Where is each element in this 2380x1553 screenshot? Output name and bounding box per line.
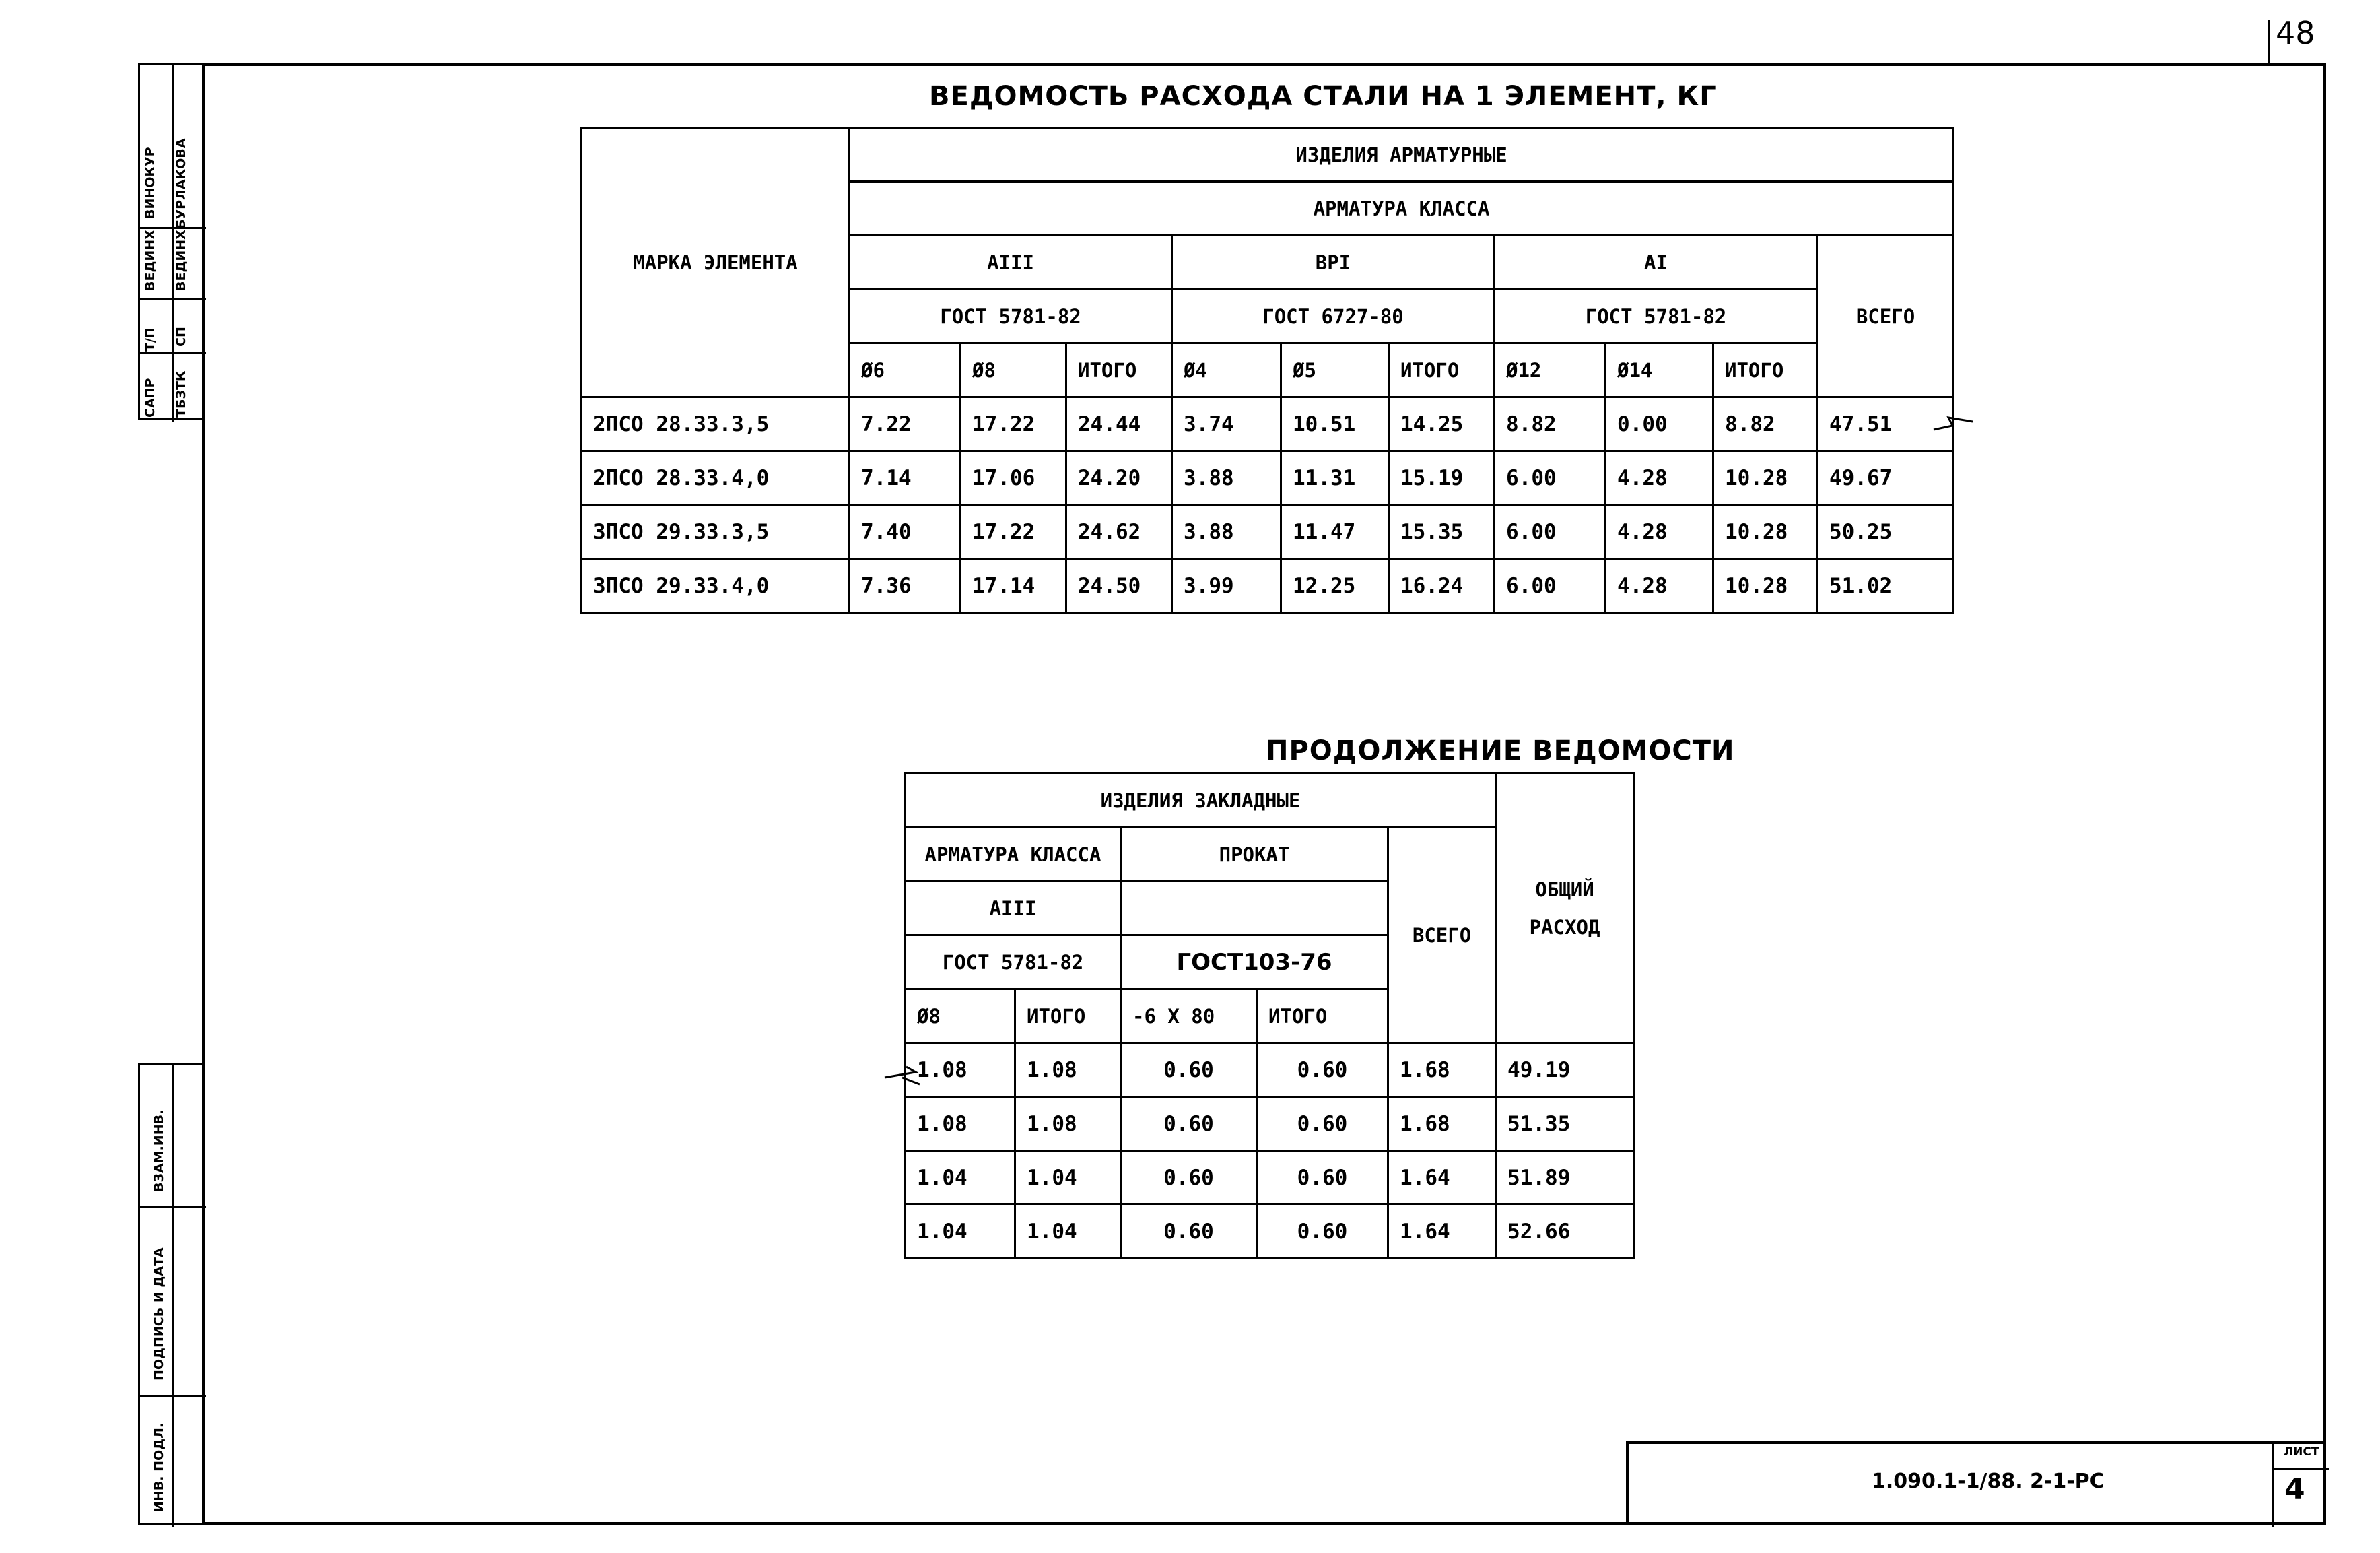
cell-d6: 7.22 — [850, 397, 961, 451]
cell-d14: 4.28 — [1606, 559, 1713, 613]
cell-d8: 1.08 — [906, 1097, 1015, 1151]
table-row — [582, 397, 1954, 451]
cell-d4: 3.88 — [1172, 451, 1281, 505]
corner-separator — [2268, 20, 2270, 63]
strip-label-sp: СП — [174, 327, 189, 347]
sub-header-total-a1: ИТОГО — [1713, 343, 1818, 397]
cell-mark: 2ПСО 28.33.3,5 — [582, 397, 850, 451]
sheet-number: 4 — [2284, 1472, 2305, 1507]
cell-total-a3: 24.20 — [1066, 451, 1172, 505]
cell-total-vr1: 15.19 — [1389, 451, 1495, 505]
cell-total-vr1: 15.35 — [1389, 505, 1495, 559]
table-row — [582, 451, 1954, 505]
gost-vr1-header: ГОСТ 6727-80 — [1172, 290, 1495, 343]
table-row — [582, 559, 1954, 613]
sheet-label: ЛИСТ — [2284, 1445, 2319, 1459]
strip-label-vedinh-1: ВЕДИНХ — [143, 230, 158, 291]
rebar-class-header-2: АРМАТУРА КЛАССА — [906, 828, 1121, 882]
cell-d8: 17.06 — [961, 451, 1066, 505]
cell-plate: 0.60 — [1121, 1097, 1257, 1151]
continuation-table — [904, 772, 1635, 1259]
cell-d12: 6.00 — [1495, 505, 1606, 559]
cell-plate: 0.60 — [1121, 1043, 1257, 1097]
cell-d5: 11.31 — [1281, 451, 1389, 505]
cell-plate: 0.60 — [1121, 1151, 1257, 1205]
left-stamp-bottom — [138, 1063, 204, 1525]
rolled-header: ПРОКАТ — [1121, 828, 1388, 882]
cell-d14: 4.28 — [1606, 451, 1713, 505]
sub-header-plate: -6 Х 80 — [1121, 989, 1257, 1043]
cell-total-rolled: 0.60 — [1257, 1043, 1388, 1097]
cell-d4: 3.99 — [1172, 559, 1281, 613]
sub-header-total-vr1: ИТОГО — [1389, 343, 1495, 397]
cell-total-a1: 10.28 — [1713, 451, 1818, 505]
embedded-products-header: ИЗДЕЛИЯ ЗАКЛАДНЫЕ — [906, 774, 1496, 828]
class-vr1-header: ВРI — [1172, 236, 1495, 290]
table-row — [906, 1205, 1634, 1259]
sub-header-d4: Ø4 — [1172, 343, 1281, 397]
main-table-title: ВЕДОМОСТЬ РАСХОДА СТАЛИ НА 1 ЭЛЕМЕНТ, КГ — [929, 81, 1718, 112]
sub-header-d12: Ø12 — [1495, 343, 1606, 397]
sub-header-d8: Ø8 — [961, 343, 1066, 397]
cell-overall: 52.66 — [1496, 1205, 1634, 1259]
overall-label-1: ОБЩИЙ — [1535, 878, 1594, 901]
sub-header-d5: Ø5 — [1281, 343, 1389, 397]
cell-total-a3: 24.50 — [1066, 559, 1172, 613]
cell-embedded-total: 1.68 — [1388, 1043, 1496, 1097]
cell-total-rolled: 0.60 — [1257, 1151, 1388, 1205]
sub-header-total-a3: ИТОГО — [1066, 343, 1172, 397]
cell-total-a1: 10.28 — [1713, 505, 1818, 559]
cell-d12: 6.00 — [1495, 451, 1606, 505]
pencil-tick-mark — [1932, 411, 1986, 438]
cell-d4: 3.88 — [1172, 505, 1281, 559]
cell-total-rebar: 1.04 — [1015, 1205, 1121, 1259]
sub-header-d8-2: Ø8 — [906, 989, 1015, 1043]
cell-total-rolled: 0.60 — [1257, 1205, 1388, 1259]
document-code: 1.090.1-1/88. 2-1-РС — [1872, 1469, 2105, 1493]
cell-total-rebar: 1.08 — [1015, 1097, 1121, 1151]
cell-d8: 17.14 — [961, 559, 1066, 613]
corner-page-number: 48 — [2276, 15, 2315, 51]
cell-total: 47.51 — [1818, 397, 1954, 451]
cell-total-a1: 8.82 — [1713, 397, 1818, 451]
cell-total: 50.25 — [1818, 505, 1954, 559]
gost-rebar-header: ГОСТ 5781-82 — [906, 935, 1121, 989]
sub-header-total-rolled: ИТОГО — [1257, 989, 1388, 1043]
strip-label-burlakova: БУРЛАКОВА — [174, 138, 189, 229]
cell-d8: 1.04 — [906, 1205, 1015, 1259]
strip-label-tbztk: ТБЗТК — [174, 370, 189, 418]
cell-overall: 51.35 — [1496, 1097, 1634, 1151]
cell-total: 51.02 — [1818, 559, 1954, 613]
cell-d5: 10.51 — [1281, 397, 1389, 451]
cont-table-title: ПРОДОЛЖЕНИЕ ВЕДОМОСТИ — [1266, 735, 1735, 766]
cell-d14: 0.00 — [1606, 397, 1713, 451]
cell-total-rebar: 1.08 — [1015, 1043, 1121, 1097]
strip-label-inv-podl: ИНВ. ПОДЛ. — [151, 1422, 166, 1512]
cell-d12: 6.00 — [1495, 559, 1606, 613]
cell-mark: 3ПСО 29.33.4,0 — [582, 559, 850, 613]
table-row — [582, 505, 1954, 559]
rebar-class-header: АРМАТУРА КЛАССА — [850, 182, 1954, 236]
gost-rolled-header: ГОСТ103-76 — [1121, 935, 1388, 989]
cell-total-vr1: 14.25 — [1389, 397, 1495, 451]
overall-label-2: РАСХОД — [1529, 915, 1600, 939]
cell-d6: 7.40 — [850, 505, 961, 559]
strip-label-tp: Т/П — [143, 327, 158, 352]
gost-a3-header: ГОСТ 5781-82 — [850, 290, 1172, 343]
class-a3-header: АIII — [850, 236, 1172, 290]
cell-mark: 3ПСО 29.33.3,5 — [582, 505, 850, 559]
mark-header: МАРКА ЭЛЕМЕНТА — [582, 128, 850, 397]
cell-total-vr1: 16.24 — [1389, 559, 1495, 613]
cell-total-a3: 24.44 — [1066, 397, 1172, 451]
strip-label-sapr: САПР — [143, 378, 158, 418]
table-row — [906, 1097, 1634, 1151]
cell-d8: 1.04 — [906, 1151, 1015, 1205]
pencil-tick-mark-2 — [882, 1064, 929, 1091]
embedded-total-header: ВСЕГО — [1388, 828, 1496, 1043]
sub-header-d14: Ø14 — [1606, 343, 1713, 397]
class-a1-header: АI — [1495, 236, 1818, 290]
sub-header-total-rebar: ИТОГО — [1015, 989, 1121, 1043]
cell-d5: 12.25 — [1281, 559, 1389, 613]
strip-label-vzam-inv: ВЗАМ.ИНВ. — [151, 1109, 166, 1192]
sub-header-d6: Ø6 — [850, 343, 961, 397]
class-a3-header-2: АIII — [906, 882, 1121, 935]
cell-d5: 11.47 — [1281, 505, 1389, 559]
cell-embedded-total: 1.64 — [1388, 1151, 1496, 1205]
cell-total-a1: 10.28 — [1713, 559, 1818, 613]
cell-d4: 3.74 — [1172, 397, 1281, 451]
cell-d8: 17.22 — [961, 505, 1066, 559]
total-header: ВСЕГО — [1818, 236, 1954, 397]
cell-d12: 8.82 — [1495, 397, 1606, 451]
cell-total-rebar: 1.04 — [1015, 1151, 1121, 1205]
cell-d6: 7.36 — [850, 559, 961, 613]
table-row — [906, 1151, 1634, 1205]
cell-total-rolled: 0.60 — [1257, 1097, 1388, 1151]
cell-total-a3: 24.62 — [1066, 505, 1172, 559]
cell-mark: 2ПСО 28.33.4,0 — [582, 451, 850, 505]
cell-d8: 17.22 — [961, 397, 1066, 451]
cell-embedded-total: 1.64 — [1388, 1205, 1496, 1259]
main-table — [580, 127, 1954, 614]
cell-embedded-total: 1.68 — [1388, 1097, 1496, 1151]
table-row — [906, 1043, 1634, 1097]
cell-overall: 49.19 — [1496, 1043, 1634, 1097]
strip-label-signature-date: ПОДПИСЬ И ДАТА — [151, 1247, 166, 1381]
cell-d6: 7.14 — [850, 451, 961, 505]
strip-label-vedinh-2: ВЕДИНХ — [174, 230, 189, 291]
cell-overall: 51.89 — [1496, 1151, 1634, 1205]
strip-label-vinokur: ВИНОКУР — [143, 147, 158, 219]
overall-consumption-header — [1496, 774, 1634, 1043]
rebar-products-header: ИЗДЕЛИЯ АРМАТУРНЫЕ — [850, 128, 1954, 182]
cell-plate: 0.60 — [1121, 1205, 1257, 1259]
gost-a1-header: ГОСТ 5781-82 — [1495, 290, 1818, 343]
cell-d8: 1.08 — [906, 1043, 1015, 1097]
cell-total: 49.67 — [1818, 451, 1954, 505]
cell-d14: 4.28 — [1606, 505, 1713, 559]
rolled-blank — [1121, 882, 1388, 935]
